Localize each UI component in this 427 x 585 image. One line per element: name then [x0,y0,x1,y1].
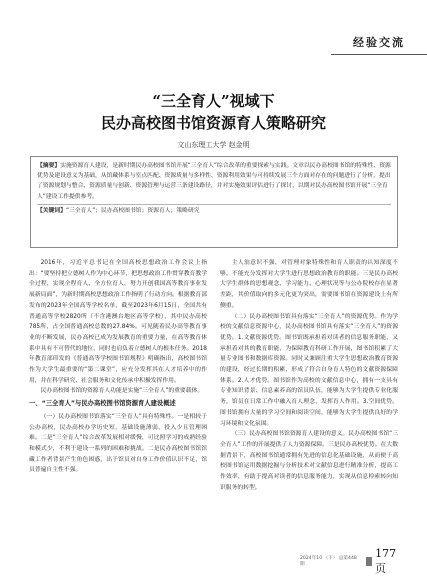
page-marker-icon [366,557,372,566]
body-column-left [29,258,207,558]
section-tag: 经验交流 [331,34,427,55]
abstract-box [30,156,398,248]
article-title-line1: “三全育人”视域下 [152,92,275,110]
body-paragraph: （二）民办高校图书馆具有落实“三全育人”的资源优势。作为学校的文献信息资源中心，民办高校图书馆具有落实“三全育人”的资源优势。1.文献资源优势。图书馆既承担着对读者的信息服务职能，又承担着对其的教育职能，为保障教育科研工作开展，图书馆积累了大量专业图书和数据库资源。同时又兼顾注重大学生思想政治教育资源的建设，经过长期的积累，形成了符合自身育人特色的文献资源保障体系。2.人才优势。图书馆作为高校的文献信息中心，拥有一支具有专业知识背景、信息素养高的馆员队伍，能够为大学生提供专业化服务，馆员在日常工作中融入育人理念，发挥育人作用。3.空间优势。图书馆拥有大量的学习空间和阅读空间，能够为大学生提供良好的学习环境和文化氛围。 [220,313,398,427]
author-affiliation: 文山东理工大学 赵金明 [177,141,250,149]
body-paragraph: 主人翁意识不强，对管理对象特殊性和育人职责的认知深度不够，不能充分发挥对大学生进行思想政治教育的职能。三是民办高校大学生群体的思想观念、学习能力、心理状况等与公办院校存在显著差距，其价值取向的多元化更为突出，需要图书馆在资源建设上有所侧重。 [220,260,398,309]
abstract-text: 实施资源育人建设，是新时期民办高校图书馆开展“三全育人”综合改革的重要探索与实践。文章以民办高校图书馆的特殊性、资源优势及建设意义为基础，从馆藏体系与室点匹配、资源质量与多样性、资源利用效果与可持续发展三个方面对存在的问题进行了分析，提出了资源规划与整合、资源质量与创新、资源管理与运营三条建设路径，并对实施效果评估进行了探讨，以期对民办高校图书馆开展“三全育人”建设工作提供参考。 [37,163,391,200]
body-paragraph: 2016年，习近平总书记在全国高校思想政治工作会议上指出：“要坚持把立德树人作为中心环节，把思想政治工作贯穿教育教学全过程，实现全程育人、全方位育人，努力开创我国高等教育事业发展新局面”，为新时期高校思想政治工作指明了行动方向。根据教育部发布的2023年全国高等学校名单，截至2023年6月15日，全国共有普通高等学校2820所（不含港澳台地区高等学校），其中民办高校785所，占全国普通高校总数的27.84%。可见随着民办高等教育事业的不断发展，民办高校已成为发展教育的重要力量，在高等教育体系中具有不可替代的地位，同时也肩负着立德树人的根本任务。2018年教育部印发的《普通高等学校图书馆规程》明确指出，高校图书馆作为大学生最重要的“第二课堂”，应充分发挥其在人才培养中的作用，并在科学研究、社会服务和文化传承中积极发挥作用。 [29,260,207,384]
keywords-text: “三全育人”；民办高校图书馆；资源育人；策略研究 [66,207,200,214]
body-column-right [220,258,398,558]
issue-info: 2024年10 （下） 总第448期 [300,556,357,567]
keywords-label: 【关键词】 [37,207,66,214]
page-number: 177 页 [375,546,397,575]
body-paragraph: （一）民办高校图书馆落实“三全育人”具有特殊性。一是相较于公办高校，民办高校办学历史短，基础设施薄弱，投入少且管理困难。二是“三全育人”综合改革发展相对缓慢，可比照学习的成熟经验和模式少，不利于建设一系列的困难和挑战。二是民办高校图书馆馆藏工作者背景产生角色困惑，出于馆员对自身工作价值认识不足，馆员普遍自主性不强。 [29,413,207,474]
section-heading: 一、“三全育人”与民办高校图书馆资源育人建设概述 [29,400,176,408]
page-footer [300,546,410,575]
article-title-line2: 民办高校图书馆资源育人策略研究 [100,114,326,132]
abstract-label: 【摘要】 [37,163,61,169]
keywords-row [37,204,391,216]
body-paragraph: （三）民办高校图书馆资源育人建设的意义。民办高校图书馆“三全育人”工作的开展提供了人力资源保障。三是民办高校优势。在大数据背景下，高校图书馆通常拥有先进的信息化基础设施，从而便于高校图书馆运用数据挖掘与分析技术对文献信息进行精准分析，提高工作效率，有助于提高对读者的信息服务能力，实现从信息检索转向知识服务的转型。 [220,431,398,491]
body-paragraph: 民办高校图书馆的资源育人功能是实施“三全育人”的重要载体。 [40,388,204,395]
